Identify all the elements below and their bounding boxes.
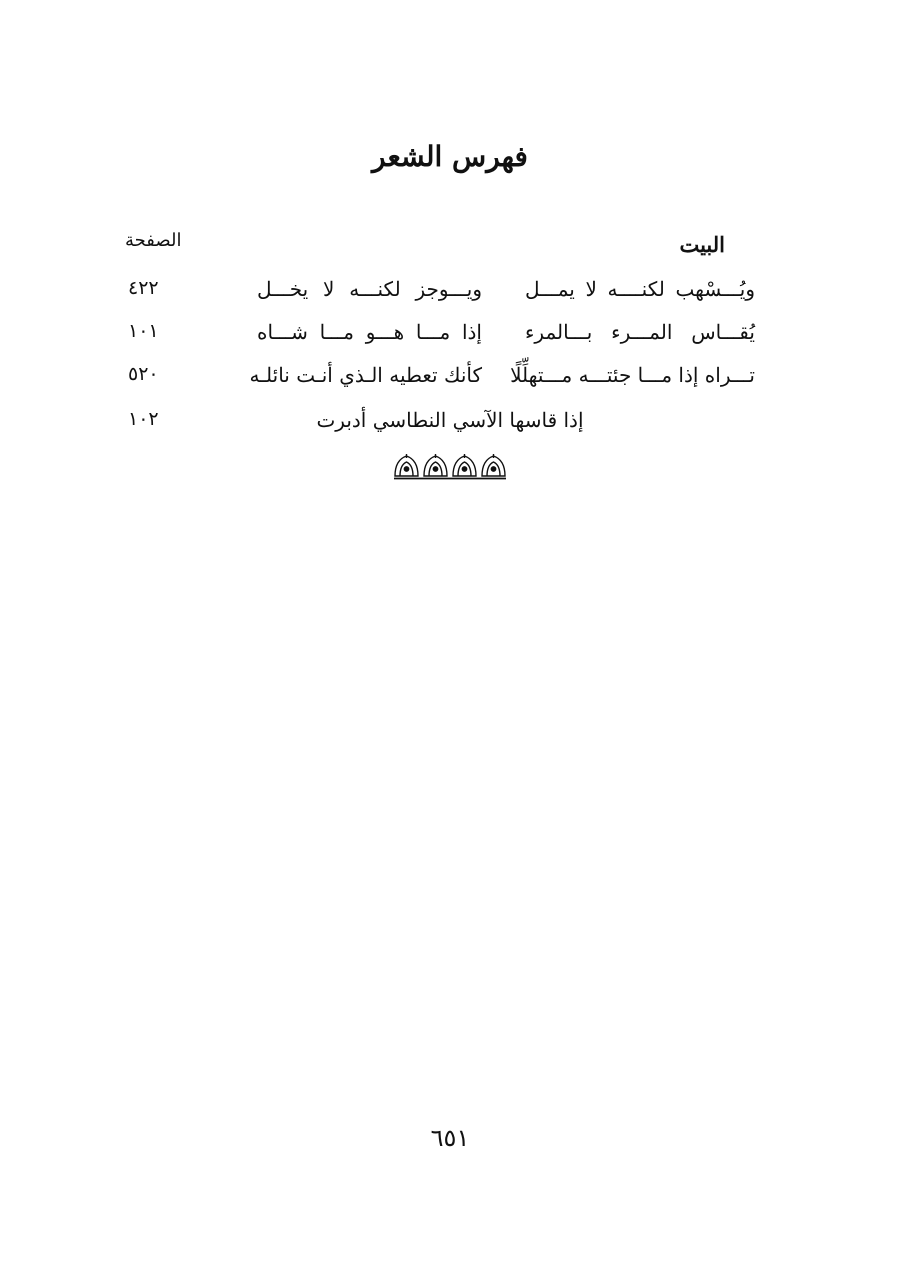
page-number: ٦٥١ (430, 1124, 470, 1152)
first-hemistich: ويُـــسْهب لكنــــه لا يمـــل (525, 277, 755, 301)
ornament-divider-icon (0, 452, 900, 484)
page-title: فهرس الشعر (372, 140, 528, 173)
index-entry (0, 320, 900, 354)
full-verse-line: إذا قاسها الآسي النطاسي أدبرت (316, 408, 584, 432)
second-hemistich: كأنك تعطيه الـذي أنـت نائلـه (249, 363, 482, 387)
index-entry (0, 277, 900, 311)
second-hemistich: إذا مـــا هـــو مـــا شـــاه (257, 320, 482, 344)
first-hemistich: تـــراه إذا مـــا جئتـــه مـــتهلِّلًا (510, 363, 755, 387)
page-reference: ١٠٢ (128, 408, 159, 430)
page-reference: ٤٢٢ (128, 277, 159, 299)
first-hemistich: يُقـــاس المـــرء بـــالمرء (525, 320, 755, 344)
second-hemistich: ويـــوجز لكنـــه لا يخـــل (257, 277, 482, 301)
index-entry (0, 363, 900, 397)
column-header-verse: البيت (679, 232, 725, 257)
page-reference: ٥٢٠ (128, 363, 159, 385)
page-reference: ١٠١ (128, 320, 159, 342)
index-entry (0, 408, 900, 442)
column-header-page: الصفحة (125, 230, 182, 251)
